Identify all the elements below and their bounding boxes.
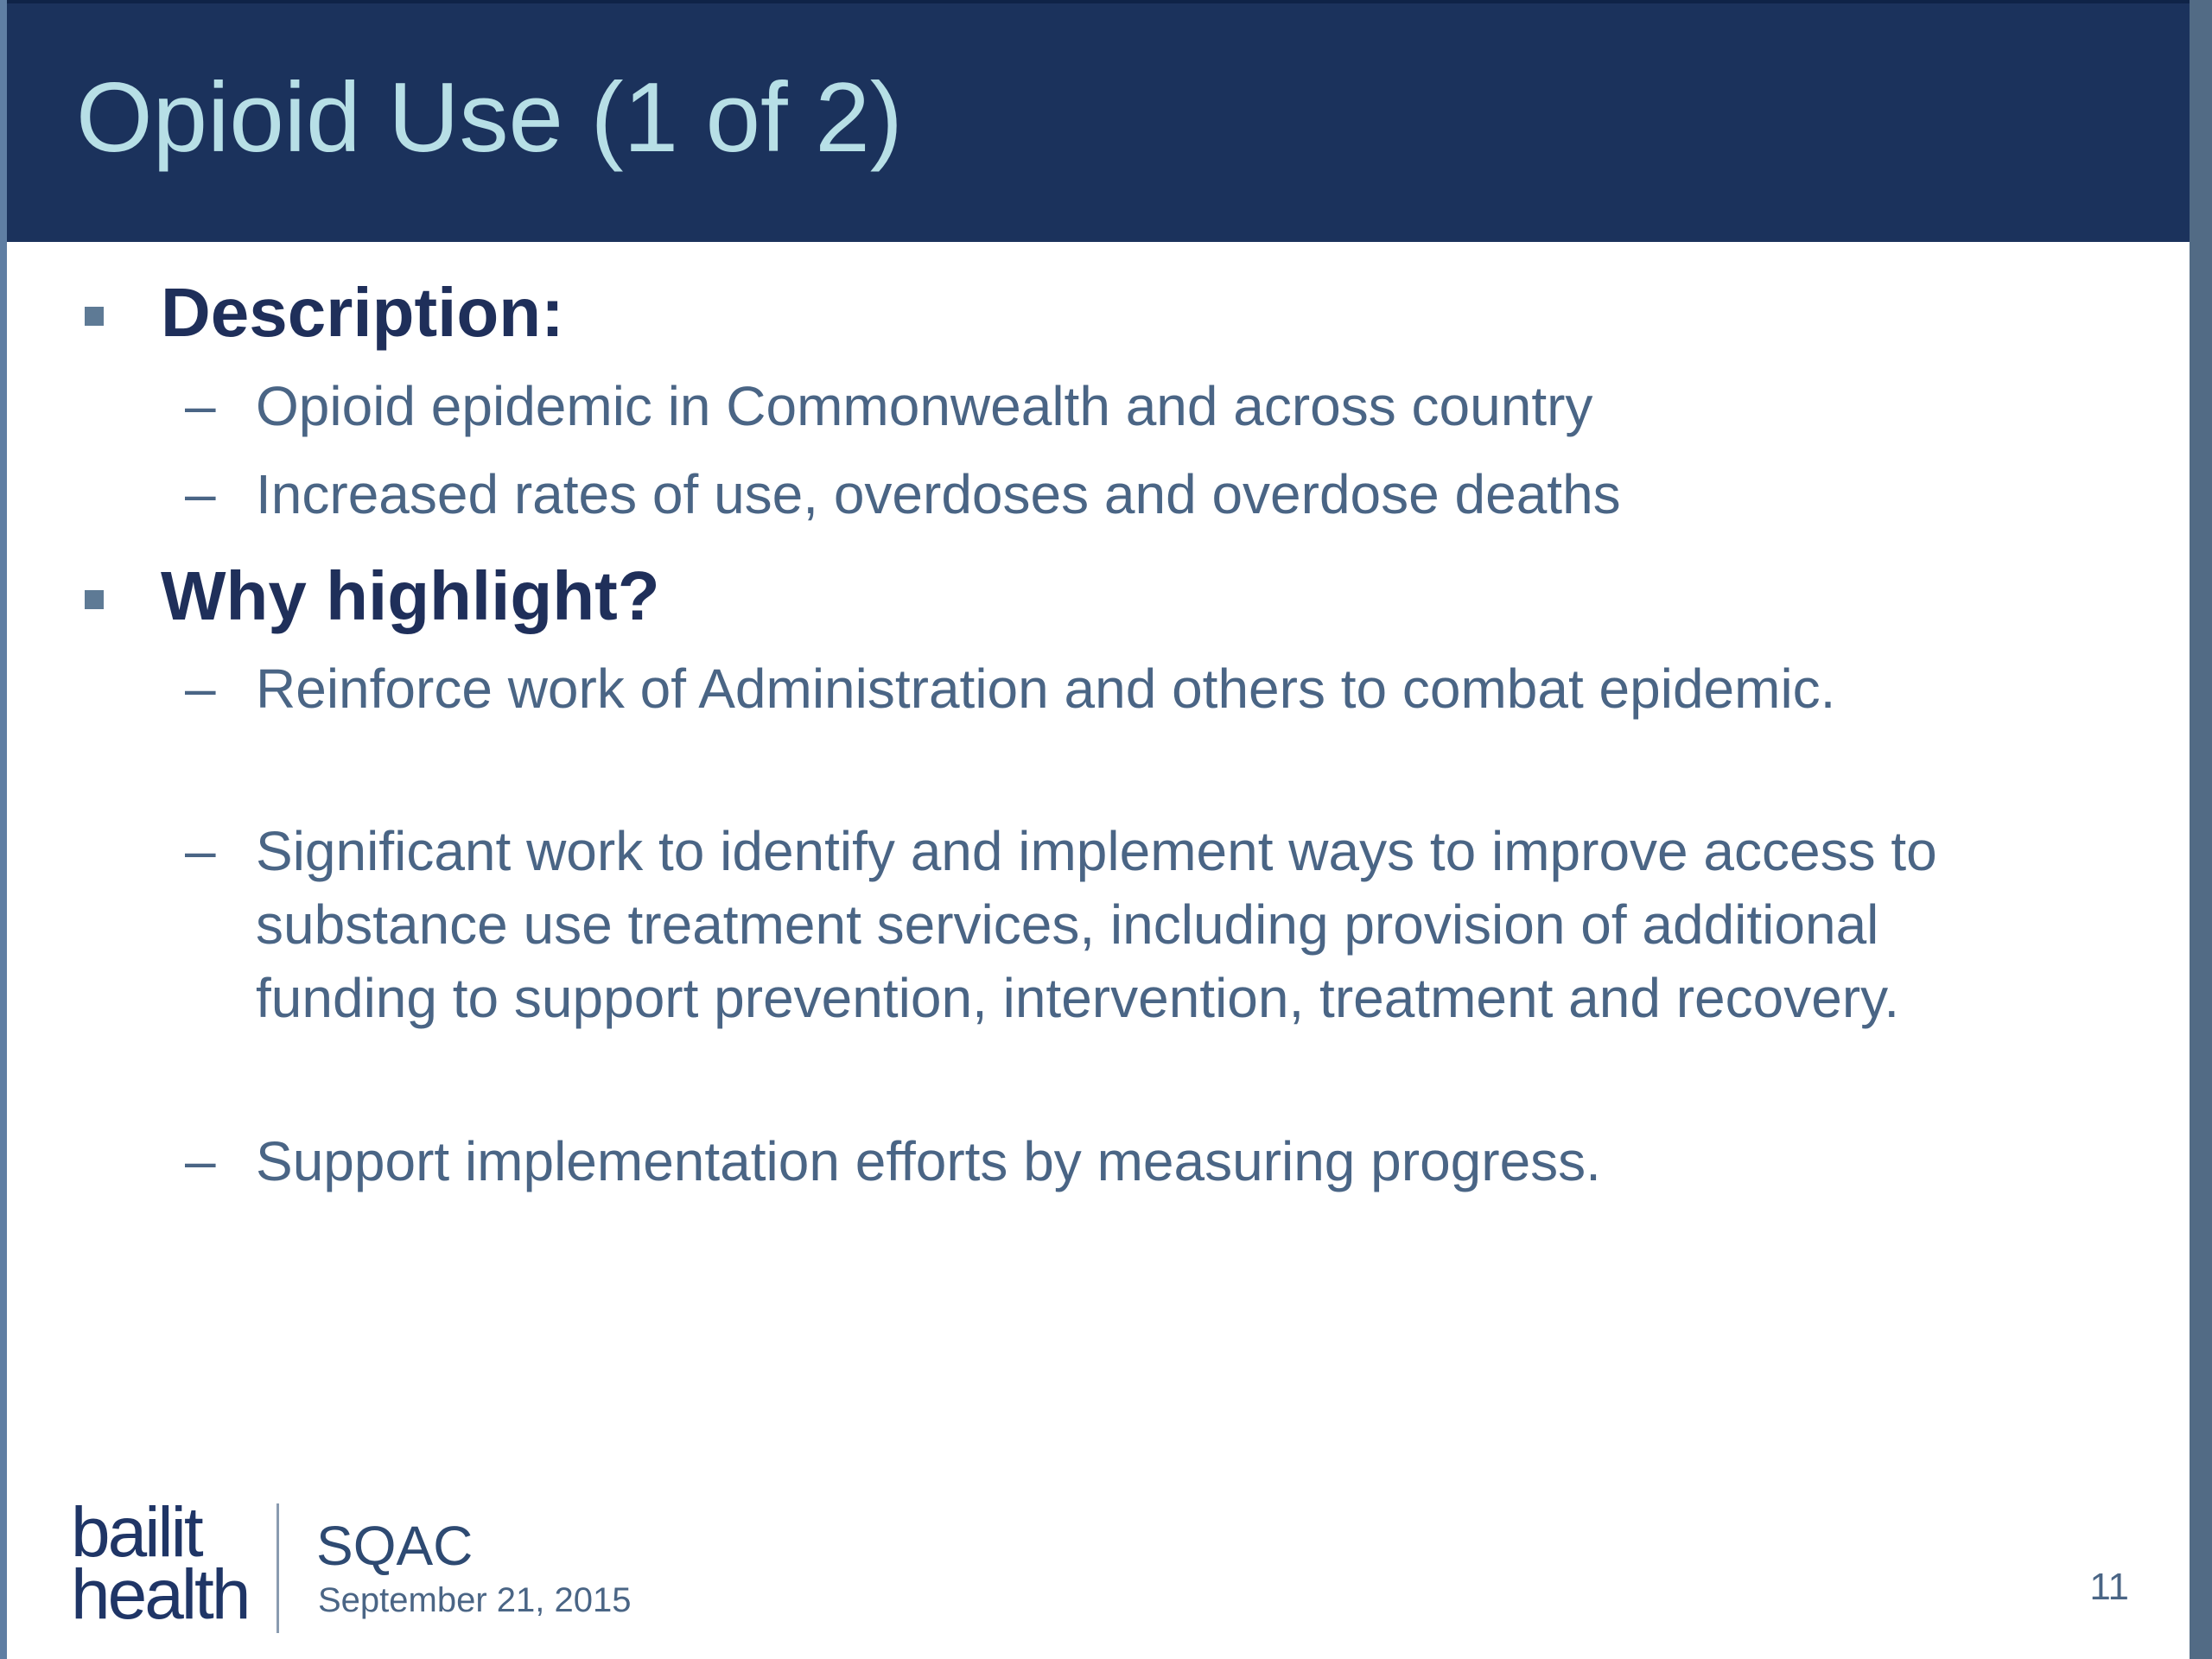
list-item: Significant work to identify and implement ways to improve access to substance use treatment services, including provision of additional funding to support prevention, intervention, treatment and recovery. <box>256 820 1937 1029</box>
footer-org-name: SQAC <box>316 1515 474 1577</box>
dash-bullet-icon: – <box>185 657 216 719</box>
footer-date: September 21, 2015 <box>318 1581 632 1619</box>
section-heading-why-highlight: Why highlight? <box>161 557 660 634</box>
right-accent-bar <box>2190 0 2212 1659</box>
slide-title: Opioid Use (1 of 2) <box>76 63 903 173</box>
square-bullet-icon <box>85 590 104 609</box>
square-bullet-icon <box>85 307 104 326</box>
list-item: Support implementation efforts by measuring progress. <box>256 1130 1601 1192</box>
bailit-health-logo <box>71 1493 249 1634</box>
list-item: Increased rates of use, overdoses and overdose deaths <box>256 463 1621 525</box>
title-bar <box>0 0 2212 242</box>
dash-bullet-icon: – <box>185 374 216 436</box>
footer-divider <box>276 1503 279 1633</box>
list-item: Opioid epidemic in Commonwealth and across country <box>256 375 1593 437</box>
left-accent-bar <box>0 0 7 1659</box>
logo-line: bailit <box>71 1493 201 1572</box>
dash-bullet-icon: – <box>185 1129 216 1192</box>
dash-bullet-icon: – <box>185 819 216 881</box>
list-item: Reinforce work of Administration and others to combat epidemic. <box>256 658 1836 720</box>
section-heading-description: Description: <box>161 274 564 351</box>
page-number: 11 <box>2089 1566 2129 1608</box>
dash-bullet-icon: – <box>185 462 216 524</box>
logo-line: health <box>71 1555 249 1634</box>
